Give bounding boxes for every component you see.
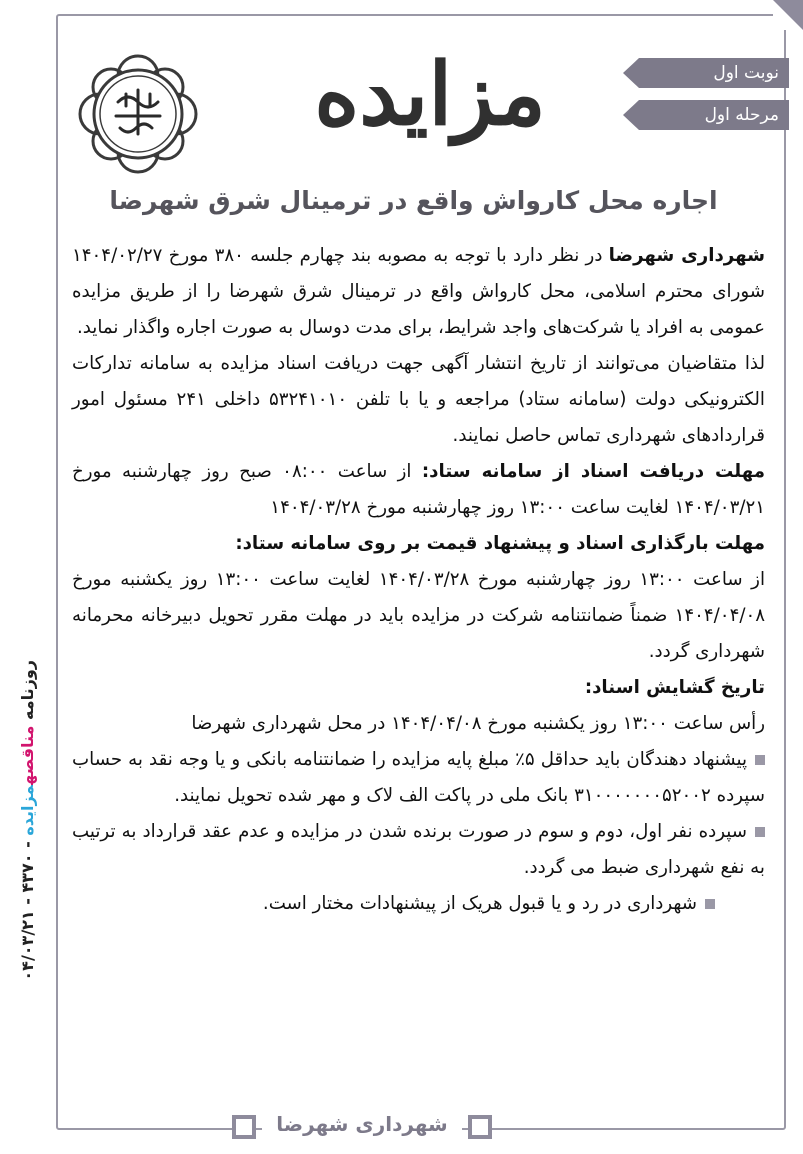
footer-square-icon [232,1115,256,1139]
bullet-text: سپرده نفر اول، دوم و سوم در صورت برنده شدن در مزایده و عدم عقد قرارداد به ترتیب به نفع شهرداری ضبط می گردد. [72,821,765,878]
list-item [72,814,765,886]
page-title: مزایده [314,44,546,145]
opening-heading [72,670,765,706]
opening-label: تاریخ گشایش اسناد: [584,677,765,698]
upload-deadline-text: از ساعت ۱۳:۰۰ روز چهارشنبه مورخ ۱۴۰۴/۰۳/۲۸ لغایت ساعت ۱۳:۰۰ روز یکشنبه مورخ ۱۴۰۴/۰۴/۰۸ ضمناً ضمانتنامه شرکت در مزایده باید در مهلت مقرر تحویل دبیرخانه محرمانه شهرداری گردد. [72,569,765,662]
notice-body [72,238,765,922]
bullet-text: پیشنهاد دهندگان باید حداقل ۵٪ مبلغ پایه مزایده را ضمانتنامه بانکی و یا وجه نقد به حساب سپرده ۳۱۰۰۰۰۰۰۰۵۲۰۰۲ بانک ملی در پاکت الف لاک و مهر شده تحویل نمایند. [72,749,765,806]
opening-text: رأس ساعت ۱۳:۰۰ روز یکشنبه مورخ ۱۴۰۴/۰۴/۰۸ در محل شهرداری شهرضا [191,713,765,734]
contact-paragraph: لذا متقاضیان می‌توانند از تاریخ انتشار آگهی جهت دریافت اسناد مزایده به سامانه تدارکات الکترونیکی دولت (سامانه ستاد) مراجعه و یا با تلفن ۵۳۲۴۱۰۱۰ داخلی ۲۴۱ مسئول امور قراردادهای شهرداری تماس حاصل نمایند. [72,353,765,446]
intro-text: در نظر دارد با توجه به مصوبه بند چهارم جلسه ۳۸۰ مورخ ۱۴۰۴/۰۲/۲۷ شورای محترم اسلامی، محل کارواش واقع در ترمینال شرق شهرضا را از طریق مزایده عمومی به افراد یا شرکت‌های واجد شرایط، برای مدت دوسال به صورت اجاره واگذار نماید. [72,245,765,338]
footer-square-icon [468,1115,492,1139]
list-item [72,886,765,922]
footer [232,1106,492,1146]
newspaper-prefix: روزنامه [18,660,37,726]
bullet-square-icon [705,899,715,909]
stage-badge: مرحله اول [639,100,789,130]
municipality-seal-logo [78,54,198,174]
upload-deadline-heading [72,526,765,562]
bullet-square-icon [755,755,765,765]
upload-deadline-label: مهلت بارگذاری اسناد و پیشنهاد قیمت بر روی سامانه ستاد: [235,533,765,554]
intro-paragraph [72,238,765,346]
intro-bold: شهرداری شهرضا [608,245,765,266]
notice-subtitle: اجاره محل کارواش واقع در ترمینال شرق شهرضا [109,186,718,215]
bullet-square-icon [755,827,765,837]
corner-tab [773,0,803,30]
newspaper-issue: - ۴۳۷۰ - ۰۴/۰۳/۲۱ [18,835,37,981]
newspaper-caption [8,660,48,980]
list-item [72,742,765,814]
round-badge: نوبت اول [639,58,789,88]
footer-signature: شهرداری شهرضا [262,1106,462,1146]
bullet-text: شهرداری در رد و یا قبول هریک از پیشنهادات مختار است. [262,893,697,914]
docs-deadline-label: مهلت دریافت اسناد از سامانه ستاد: [421,461,765,482]
docs-deadline-paragraph [72,454,765,526]
docs-deadline-text: از ساعت ۰۸:۰۰ صبح روز چهارشنبه مورخ ۱۴۰۴/۰۳/۲۱ لغایت ساعت ۱۳:۰۰ روز چهارشنبه مورخ ۱۴۰۴/۰۳/۲۸ [72,461,765,518]
newspaper-brand-suffix: مزایده [18,784,37,836]
newspaper-brand: مناقصه [18,725,37,785]
